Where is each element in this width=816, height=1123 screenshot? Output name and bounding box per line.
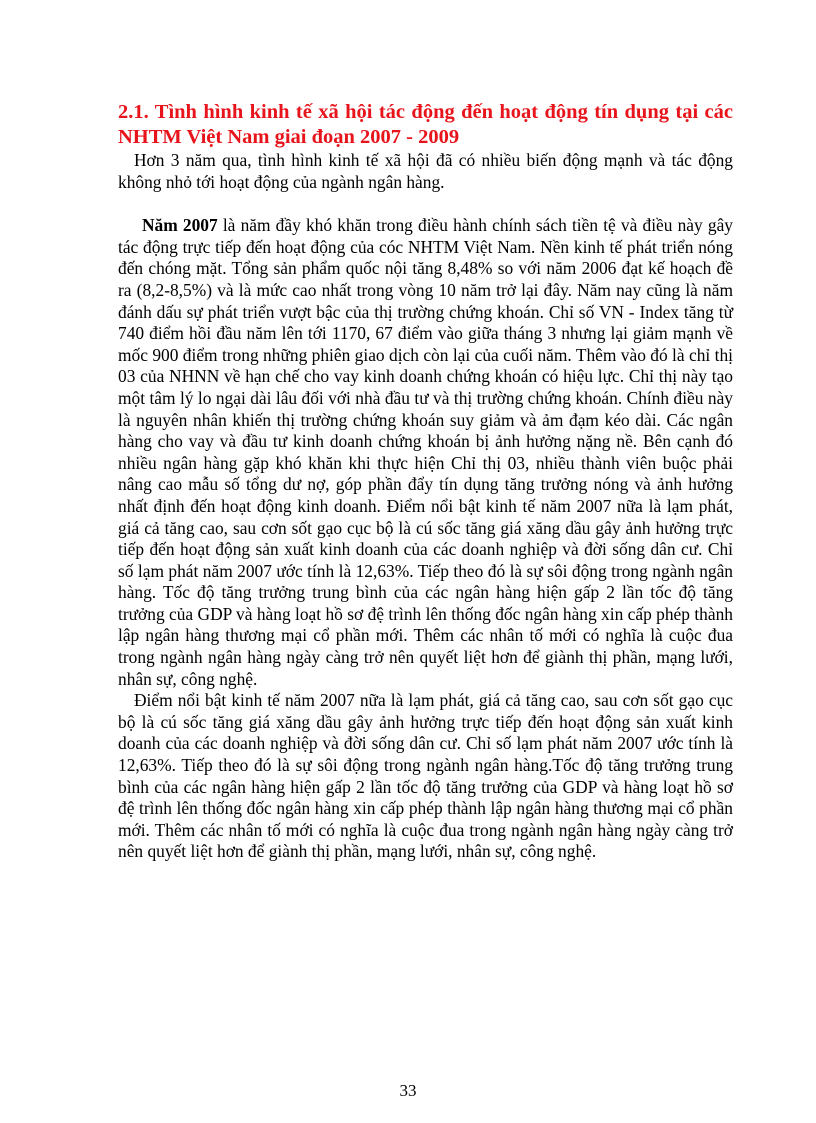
paragraph-2007-lead: Năm 2007 (142, 215, 218, 236)
paragraph-2007 (118, 215, 733, 690)
paragraph-2007-body: là năm đầy khó khăn trong điều hành chính sách tiền tệ và điều này gây tác động trực tiếp đến hoạt động của cóc NHTM Việt Nam. Nền kinh tế phát triển nóng đến chóng mặt. Tổng sản phẩm quốc nội tăng 8,48% so với năm 2006 đạt kế hoạch đề ra (8,2-8,5%) và là mức cao nhất trong vòng 10 năm trở lại đây. Năm nay cũng là năm đánh dấu sự phát triển vượt bậc của thị trường chứng khoán. Chỉ số VN - Index tăng từ 740 điểm hồi đầu năm lên tới 1170, 67 điểm vào giữa tháng 3 nhưng lại giảm mạnh về mốc 900 điểm trong những phiên giao dịch còn lại của cuối năm. Thêm vào đó là chỉ thị 03 của NHNN về hạn chế cho vay kinh doanh chứng khoán có hiệu lực. Chỉ thị này tạo một tâm lý lo ngại dài lâu đối với nhà đầu tư và thị trường chứng khoán. Chính điều này là nguyên nhân khiến thị trường chứng khoán suy giảm và ảm đạm kéo dài. Các ngân hàng cho vay và đầu tư kinh doanh chứng khoán bị ảnh hưởng nặng nề. Bên cạnh đó nhiều ngân hàng gặp khó khăn khi thực hiện Chỉ thị 03, nhiều thành viên buộc phải nâng cao mẫu số tổng dư nợ, góp phần đẩy tín dụng tăng trưởng nóng và ảnh hưởng nhất định đến hoạt động kinh doanh. Điểm nổi bật kinh tế năm 2007 nữa là lạm phát, giá cả tăng cao, sau cơn sốt gạo cục bộ là cú sốc tăng giá xăng dầu gây ảnh hưởng trực tiếp đến hoạt động sản xuất kinh doanh của các doanh nghiệp và đời sống dân cư. Chỉ số lạm phát năm 2007 ước tính là 12,63%. Tiếp theo đó là sự sôi động trong ngành ngân hàng. Tốc độ tăng trưởng trung bình của các ngân hàng hiện gấp 2 lần tốc độ tăng trưởng của GDP và hàng loạt hồ sơ đệ trình lên thống đốc ngân hàng xin cấp phép thành lập ngân hàng thương mại cổ phần mới. Thêm các nhân tố mới có nghĩa là cuộc đua trong ngành ngân hàng ngày càng trở nên quyết liệt hơn để giành thị phần, mạng lưới, nhân sự, công nghệ. (118, 215, 733, 689)
paragraph-inflation: Điểm nổi bật kinh tế năm 2007 nữa là lạm phát, giá cả tăng cao, sau cơn sốt gạo cục bộ là cú sốc tăng giá xăng dầu gây ảnh hưởng trực tiếp đến hoạt động sản xuất kinh doanh của các doanh nghiệp và đời sống dân cư. Chỉ số lạm phát năm 2007 ước tính là 12,63%. Tiếp theo đó là sự sôi động trong ngành ngân hàng.Tốc độ tăng trưởng trung bình của các ngân hàng hiện gấp 2 lần tốc độ tăng trưởng của GDP và hàng loạt hồ sơ đệ trình lên thống đốc ngân hàng xin cấp phép thành lập ngân hàng thương mại cổ phần mới. Thêm các nhân tố mới có nghĩa là cuộc đua trong ngành ngân hàng ngày càng trở nên quyết liệt hơn để giành thị phần, mạng lưới, nhân sự, công nghệ. (118, 690, 733, 862)
intro-paragraph: Hơn 3 năm qua, tình hình kinh tế xã hội đã có nhiều biến động mạnh và tác động không nhỏ tới hoạt động của ngành ngân hàng. (118, 150, 733, 192)
paragraph-spacer (118, 193, 733, 215)
section-heading: 2.1. Tình hình kinh tế xã hội tác động đến hoạt động tín dụng tại các NHTM Việt Nam giai đoạn 2007 - 2009 (118, 101, 733, 148)
document-page (118, 100, 733, 863)
page-number: 33 (399, 1081, 417, 1100)
